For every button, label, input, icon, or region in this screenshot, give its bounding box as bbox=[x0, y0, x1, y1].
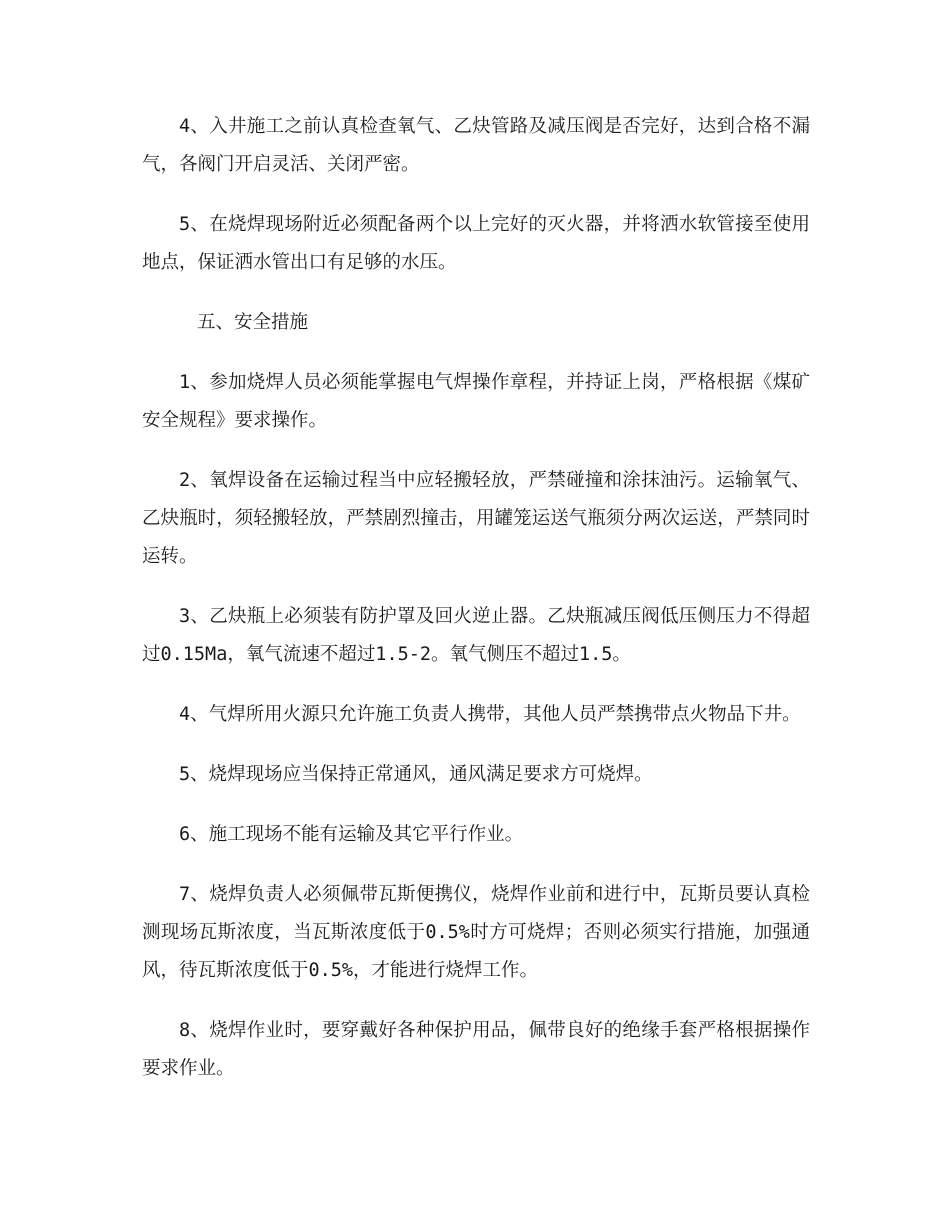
paragraph-safety-8-protective-gear: 8、烧焊作业时，要穿戴好各种保护用品，佩带良好的绝缘手套严格根据操作要求作业。 bbox=[142, 1020, 810, 1079]
document-body bbox=[142, 108, 810, 1110]
paragraph-safety-2-transport: 2、氧焊设备在运输过程当中应轻搬轻放，严禁碰撞和涂抹油污。运输氧气、乙炔瓶时，须轻搬轻放，严禁剧烈撞击，用罐笼运送气瓶须分两次运送，严禁同时运转。 bbox=[142, 470, 810, 567]
paragraph-item-4-pipeline-check: 4、入井施工之前认真检查氧气、乙炔管路及减压阀是否完好，达到合格不漏气，各阀门开启灵活、关闭严密。 bbox=[142, 116, 810, 175]
paragraph-safety-6-no-parallel-work: 6、施工现场不能有运输及其它平行作业。 bbox=[179, 824, 524, 845]
paragraph-safety-7-gas-detection: 7、烧焊负责人必须佩带瓦斯便携仪，烧焊作业前和进行中，瓦斯员要认真检测现场瓦斯浓度，当瓦斯浓度低于0.5%时方可烧焊；否则必须实行措施，加强通风，待瓦斯浓度低于0.5%，才能进行烧焊工作。 bbox=[142, 884, 810, 981]
paragraph-safety-3-acetylene: 3、乙炔瓶上必须装有防护罩及回火逆止器。乙炔瓶减压阀低压侧压力不得超过0.15Ma，氧气流速不超过1.5-2。氧气侧压不超过1.5。 bbox=[142, 606, 810, 665]
section-heading-safety-measures: 五、安全措施 bbox=[197, 312, 309, 333]
paragraph-safety-5-ventilation: 5、烧焊现场应当保持正常通风，通风满足要求方可烧焊。 bbox=[179, 764, 653, 785]
paragraph-safety-4-fire-source: 4、气焊所用火源只允许施工负责人携带，其他人员严禁携带点火物品下井。 bbox=[179, 704, 801, 725]
paragraph-safety-1-certification: 1、参加烧焊人员必须能掌握电气焊操作章程，并持证上岗，严格根据《煤矿安全规程》要求操作。 bbox=[142, 372, 810, 431]
paragraph-item-5-fire-extinguisher: 5、在烧焊现场附近必须配备两个以上完好的灭火器，并将洒水软管接至使用地点，保证洒水管出口有足够的水压。 bbox=[142, 214, 810, 273]
